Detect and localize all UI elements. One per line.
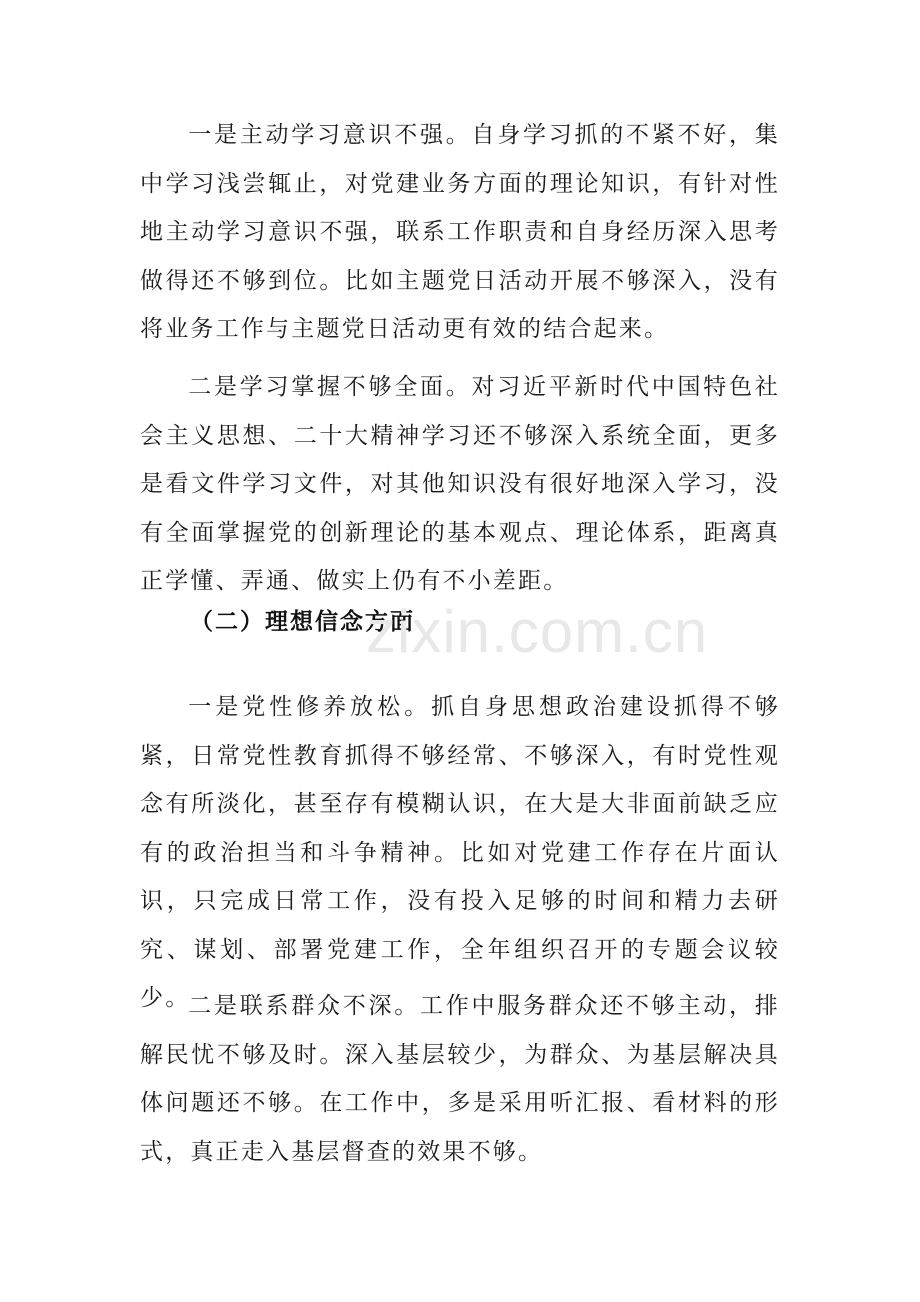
watermark: zixin.com.cn: [366, 598, 709, 665]
paragraph-mass-contact: 二是联系群众不深。工作中服务群众还不够主动，排解民忧不够及时。深入基层较少，为群众、为基层解决具体问题还不够。在工作中，多是采用听汇报、看材料的形式，真正走入基层督查的效果不够。: [140, 993, 780, 1165]
paragraph-party-spirit: 一是党性修养放松。抓自身思想政治建设抓得不够紧，日常党性教育抓得不够经常、不够深入，有时党性观念有所淡化，甚至存有模糊认识，在大是大非面前缺乏应有的政治担当和斗争精神。比如对党建工作存在片面认识，只完成日常工作，没有投入足够的时间和精力去研究、谋划、部署党建工作，全年组织召开的专题会议较少。: [140, 694, 780, 1011]
paragraph-learning-awareness: 一是主动学习意识不强。自身学习抓的不紧不好，集中学习浅尝辄止，对党建业务方面的理论知识，有针对性地主动学习意识不强，联系工作职责和自身经历深入思考做得还不够到位。比如主题党日活动开展不够深入，没有将业务工作与主题党日活动更有效的结合起来。: [140, 122, 780, 342]
paragraph-learning-mastery: 二是学习掌握不够全面。对习近平新时代中国特色社会主义思想、二十大精神学习还不够深入系统全面，更多是看文件学习文件，对其他知识没有很好地深入学习，没有全面掌握党的创新理论的基本观点、理论体系，距离真正学懂、弄通、做实上仍有不小差距。: [140, 374, 780, 594]
section-heading: （二）理想信念方面: [190, 608, 415, 635]
